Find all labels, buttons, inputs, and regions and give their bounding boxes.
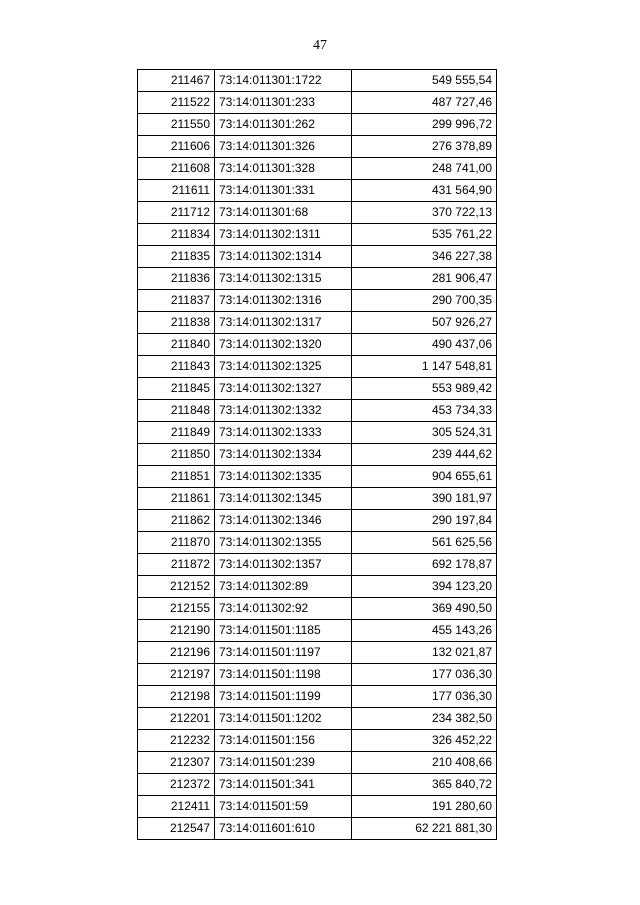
table-row (138, 642, 497, 664)
object-id-cell: 212197 (138, 664, 215, 686)
value-cell: 455 143,26 (352, 620, 497, 642)
cadastral-number-cell: 73:14:011301:331 (215, 180, 352, 202)
cadastral-number-cell: 73:14:011302:1320 (215, 334, 352, 356)
table-row (138, 752, 497, 774)
cadastral-number-cell: 73:14:011301:262 (215, 114, 352, 136)
value-cell: 453 734,33 (352, 400, 497, 422)
cadastral-number-cell: 73:14:011501:239 (215, 752, 352, 774)
value-cell: 191 280,60 (352, 796, 497, 818)
table-row (138, 664, 497, 686)
value-cell: 239 444,62 (352, 444, 497, 466)
object-id-cell: 211522 (138, 92, 215, 114)
table-row (138, 444, 497, 466)
cadastral-number-cell: 73:14:011501:1199 (215, 686, 352, 708)
object-id-cell: 212155 (138, 598, 215, 620)
value-cell: 535 761,22 (352, 224, 497, 246)
table-row (138, 180, 497, 202)
value-cell: 431 564,90 (352, 180, 497, 202)
table-body (138, 70, 497, 840)
value-cell: 487 727,46 (352, 92, 497, 114)
value-cell: 549 555,54 (352, 70, 497, 92)
object-id-cell: 211834 (138, 224, 215, 246)
table-row (138, 312, 497, 334)
cadastral-number-cell: 73:14:011302:1345 (215, 488, 352, 510)
table-row (138, 246, 497, 268)
table-row (138, 400, 497, 422)
table-row (138, 202, 497, 224)
cadastral-number-cell: 73:14:011301:328 (215, 158, 352, 180)
object-id-cell: 212372 (138, 774, 215, 796)
cadastral-number-cell: 73:14:011302:1317 (215, 312, 352, 334)
table-row (138, 796, 497, 818)
value-cell: 290 700,35 (352, 290, 497, 312)
value-cell: 692 178,87 (352, 554, 497, 576)
value-cell: 290 197,84 (352, 510, 497, 532)
value-cell: 299 996,72 (352, 114, 497, 136)
cadastral-number-cell: 73:14:011301:326 (215, 136, 352, 158)
object-id-cell: 212547 (138, 818, 215, 840)
cadastral-number-cell: 73:14:011501:1198 (215, 664, 352, 686)
cadastral-number-cell: 73:14:011301:68 (215, 202, 352, 224)
object-id-cell: 212201 (138, 708, 215, 730)
table-row (138, 422, 497, 444)
object-id-cell: 211608 (138, 158, 215, 180)
table-row (138, 686, 497, 708)
table-row (138, 576, 497, 598)
cadastral-number-cell: 73:14:011302:1315 (215, 268, 352, 290)
table-row (138, 70, 497, 92)
cadastral-number-cell: 73:14:011302:1334 (215, 444, 352, 466)
value-cell: 248 741,00 (352, 158, 497, 180)
value-cell: 132 021,87 (352, 642, 497, 664)
object-id-cell: 212411 (138, 796, 215, 818)
object-id-cell: 212190 (138, 620, 215, 642)
cadastral-number-cell: 73:14:011501:341 (215, 774, 352, 796)
object-id-cell: 211550 (138, 114, 215, 136)
cadastral-number-cell: 73:14:011302:1327 (215, 378, 352, 400)
cadastral-number-cell: 73:14:011302:1333 (215, 422, 352, 444)
cadastral-number-cell: 73:14:011301:1722 (215, 70, 352, 92)
table-row (138, 532, 497, 554)
object-id-cell: 211835 (138, 246, 215, 268)
object-id-cell: 211712 (138, 202, 215, 224)
object-id-cell: 211870 (138, 532, 215, 554)
table-row (138, 774, 497, 796)
cadastral-number-cell: 73:14:011302:1355 (215, 532, 352, 554)
cadastral-number-cell: 73:14:011302:1311 (215, 224, 352, 246)
data-table (137, 69, 497, 840)
value-cell: 490 437,06 (352, 334, 497, 356)
value-cell: 561 625,56 (352, 532, 497, 554)
object-id-cell: 212198 (138, 686, 215, 708)
value-cell: 346 227,38 (352, 246, 497, 268)
cadastral-number-cell: 73:14:011302:1335 (215, 466, 352, 488)
cadastral-number-cell: 73:14:011302:92 (215, 598, 352, 620)
object-id-cell: 211836 (138, 268, 215, 290)
table-row (138, 334, 497, 356)
object-id-cell: 211872 (138, 554, 215, 576)
object-id-cell: 211843 (138, 356, 215, 378)
table-row (138, 114, 497, 136)
table-row (138, 818, 497, 840)
object-id-cell: 211862 (138, 510, 215, 532)
value-cell: 210 408,66 (352, 752, 497, 774)
table-row (138, 136, 497, 158)
object-id-cell: 211849 (138, 422, 215, 444)
value-cell: 394 123,20 (352, 576, 497, 598)
value-cell: 177 036,30 (352, 686, 497, 708)
cadastral-number-cell: 73:14:011501:1197 (215, 642, 352, 664)
cadastral-number-cell: 73:14:011302:1325 (215, 356, 352, 378)
value-cell: 370 722,13 (352, 202, 497, 224)
cadastral-number-cell: 73:14:011501:1185 (215, 620, 352, 642)
table-row (138, 158, 497, 180)
object-id-cell: 211861 (138, 488, 215, 510)
value-cell: 305 524,31 (352, 422, 497, 444)
value-cell: 177 036,30 (352, 664, 497, 686)
cadastral-number-cell: 73:14:011501:1202 (215, 708, 352, 730)
table-row (138, 598, 497, 620)
value-cell: 507 926,27 (352, 312, 497, 334)
table-row (138, 356, 497, 378)
object-id-cell: 211606 (138, 136, 215, 158)
object-id-cell: 211611 (138, 180, 215, 202)
cadastral-number-cell: 73:14:011302:1357 (215, 554, 352, 576)
object-id-cell: 211851 (138, 466, 215, 488)
cadastral-number-cell: 73:14:011501:59 (215, 796, 352, 818)
object-id-cell: 212307 (138, 752, 215, 774)
cadastral-number-cell: 73:14:011302:1346 (215, 510, 352, 532)
table-row (138, 554, 497, 576)
table-row (138, 466, 497, 488)
table-row (138, 290, 497, 312)
object-id-cell: 212152 (138, 576, 215, 598)
value-cell: 1 147 548,81 (352, 356, 497, 378)
object-id-cell: 211467 (138, 70, 215, 92)
value-cell: 234 382,50 (352, 708, 497, 730)
value-cell: 62 221 881,30 (352, 818, 497, 840)
value-cell: 369 490,50 (352, 598, 497, 620)
object-id-cell: 211837 (138, 290, 215, 312)
page-number: 47 (313, 38, 327, 53)
cadastral-number-cell: 73:14:011301:233 (215, 92, 352, 114)
table-row (138, 620, 497, 642)
object-id-cell: 211838 (138, 312, 215, 334)
cadastral-number-cell: 73:14:011302:1314 (215, 246, 352, 268)
cadastral-number-cell: 73:14:011601:610 (215, 818, 352, 840)
cadastral-number-cell: 73:14:011302:89 (215, 576, 352, 598)
value-cell: 276 378,89 (352, 136, 497, 158)
table-row (138, 224, 497, 246)
value-cell: 904 655,61 (352, 466, 497, 488)
table-row (138, 708, 497, 730)
table-row (138, 488, 497, 510)
object-id-cell: 212196 (138, 642, 215, 664)
cadastral-number-cell: 73:14:011302:1332 (215, 400, 352, 422)
table-row (138, 510, 497, 532)
table-row (138, 730, 497, 752)
table-row (138, 92, 497, 114)
object-id-cell: 211840 (138, 334, 215, 356)
value-cell: 326 452,22 (352, 730, 497, 752)
object-id-cell: 212232 (138, 730, 215, 752)
value-cell: 365 840,72 (352, 774, 497, 796)
value-cell: 553 989,42 (352, 378, 497, 400)
value-cell: 390 181,97 (352, 488, 497, 510)
table-row (138, 378, 497, 400)
object-id-cell: 211850 (138, 444, 215, 466)
cadastral-number-cell: 73:14:011302:1316 (215, 290, 352, 312)
table-row (138, 268, 497, 290)
object-id-cell: 211845 (138, 378, 215, 400)
object-id-cell: 211848 (138, 400, 215, 422)
value-cell: 281 906,47 (352, 268, 497, 290)
cadastral-number-cell: 73:14:011501:156 (215, 730, 352, 752)
